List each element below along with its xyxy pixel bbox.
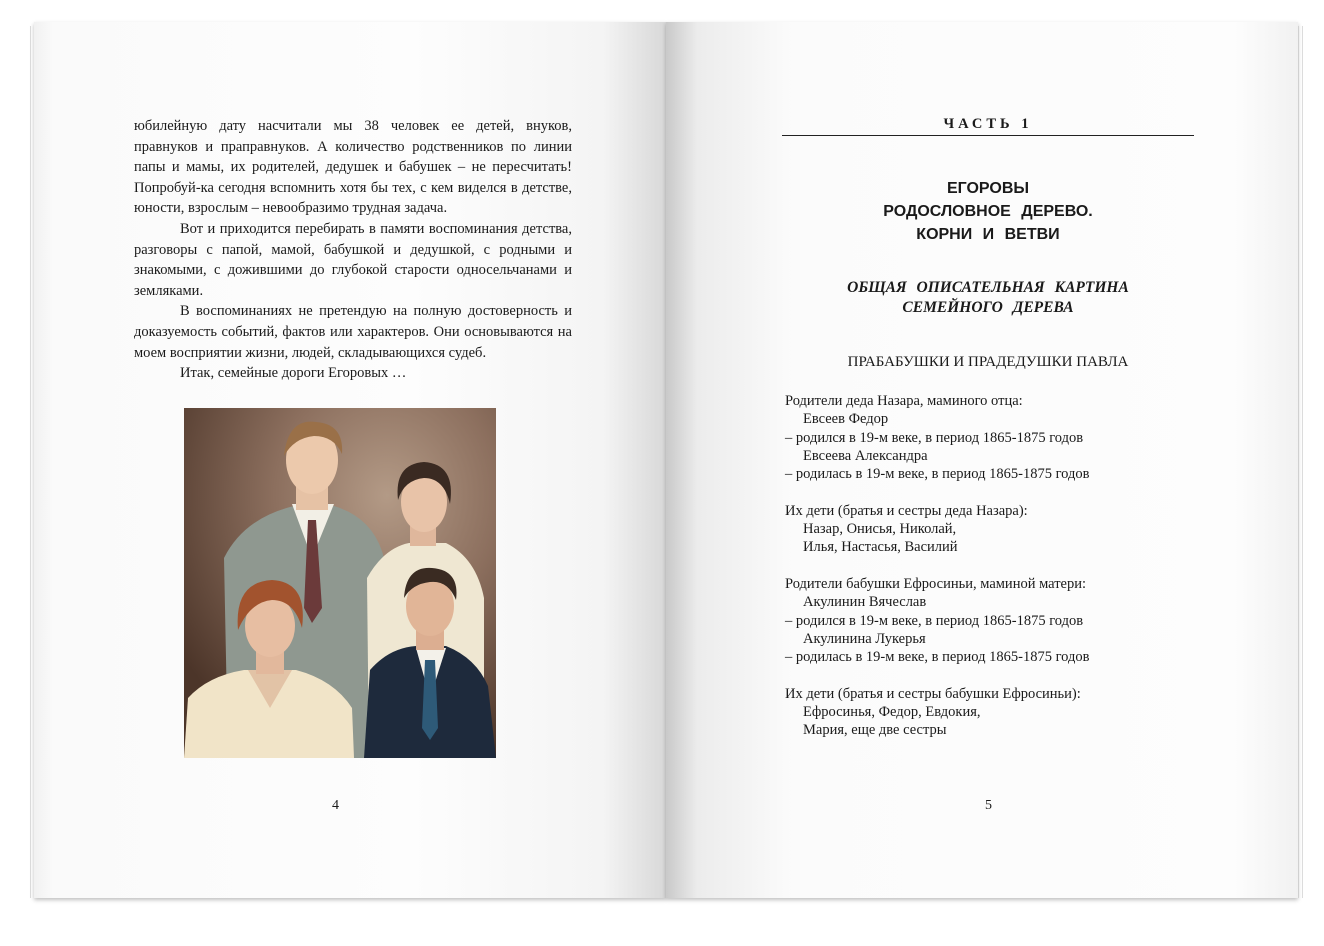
part-title: ЧАСТЬ 1: [943, 116, 1033, 132]
page-edges-right: [1298, 26, 1303, 898]
group-header: Родители деда Назара, маминого отца:: [785, 393, 1023, 409]
group-header: Родители бабушки Ефросиньи, маминой матери:: [785, 575, 1087, 592]
paragraph: юбилейную дату насчитали мы 38 человек ее детей, внуков, правнуков и праправнуков. А количество родственников по линии папы и мамы, их родителей, дедушек и бабушек – не пересчитать! Попробуй-ка сегодня вспомнить хотя бы тех, с кем виделся в детстве, юности, взрослым – невообразимо трудная задача.: [134, 118, 572, 217]
children-line: Мария, еще две сестры: [803, 722, 947, 739]
group-header: Их дети (братья и сестры бабушки Ефросиньи):: [785, 685, 1081, 702]
subheading-line: ОБЩАЯ ОПИСАТЕЛЬНАЯ КАРТИНА: [847, 279, 1129, 296]
genealogy-list: [785, 392, 1205, 758]
chapter-heading: [782, 177, 1194, 246]
person-name: Евсеева Александра: [803, 447, 928, 464]
subheading-line: СЕМЕЙНОГО ДЕРЕВА: [902, 299, 1074, 316]
person-note: – родилась в 19-м веке, в период 1865-1875 годов: [785, 649, 1090, 666]
family-photo: [184, 408, 496, 758]
group-header: Их дети (братья и сестры деда Назара):: [785, 502, 1028, 519]
genealogy-group: [785, 685, 1205, 740]
person-name: Акулинина Лукерья: [803, 630, 926, 647]
left-page: [34, 22, 666, 898]
chapter-heading-line: ЕГОРОВЫ: [946, 180, 1030, 197]
chapter-subheading: [782, 278, 1194, 318]
section-title: ПРАБАБУШКИ И ПРАДЕДУШКИ ПАВЛА: [847, 354, 1129, 370]
children-line: Назар, Онисья, Николай,: [803, 521, 957, 538]
open-book: [30, 22, 1302, 900]
paragraph: Вот и приходится перебирать в памяти воспоминания детства, разговоры с папой, мамой, бабушкой и дедушкой, с родными и знакомыми, с дожившими до глубокой старости односельчанами и земляками.: [134, 220, 572, 299]
paragraph: Итак, семейные дороги Егоровых …: [180, 365, 407, 382]
left-page-text: [134, 116, 572, 384]
person-name: Евсеев Федор: [803, 411, 889, 428]
person-note: – родилась в 19-м веке, в период 1865-1875 годов: [785, 466, 1090, 483]
genealogy-group: [785, 502, 1205, 557]
children-line: Ефросинья, Федор, Евдокия,: [803, 704, 981, 721]
person-note: – родился в 19-м веке, в период 1865-1875 годов: [785, 612, 1084, 629]
page-number: 5: [985, 798, 992, 813]
person-name: Акулинин Вячеслав: [803, 594, 927, 611]
genealogy-group: [785, 392, 1205, 483]
children-line: Илья, Настасья, Василий: [803, 539, 958, 556]
chapter-heading-line: КОРНИ И ВЕТВИ: [916, 226, 1060, 243]
genealogy-group: [785, 575, 1205, 666]
paragraph: В воспоминаниях не претендую на полную достоверность и доказуемость событий, фактов или характеров. Они основываются на моем восприятии жизни, людей, складывающихся судеб.: [134, 303, 572, 361]
right-page: [666, 22, 1298, 898]
person-note: – родился в 19-м веке, в период 1865-1875 годов: [785, 429, 1084, 446]
family-photo-illustration: [184, 408, 496, 758]
page-number: 4: [332, 798, 339, 813]
part-title-rule: [782, 135, 1194, 136]
chapter-heading-line: РОДОСЛОВНОЕ ДЕРЕВО.: [883, 203, 1093, 220]
